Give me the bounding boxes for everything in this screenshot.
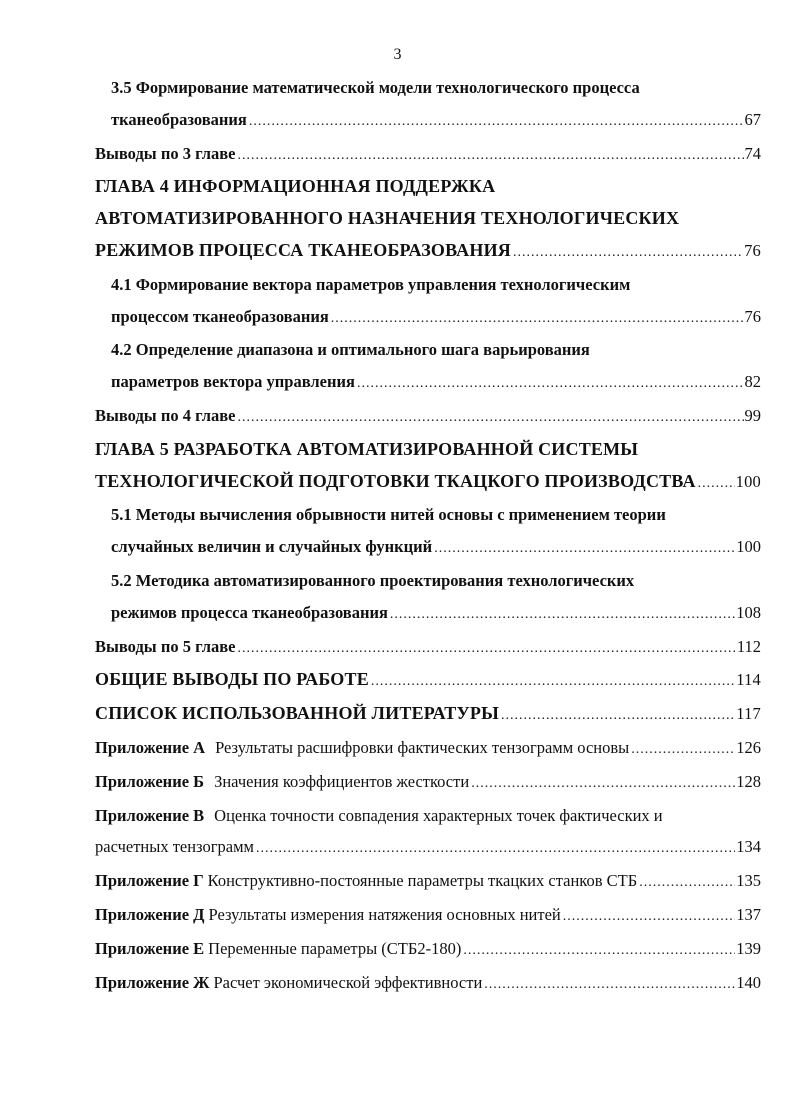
page-ref: 126 [736, 737, 761, 757]
toc-chapter-4-line2: АВТОМАТИЗИРОВАННОГО НАЗНАЧЕНИЯ ТЕХНОЛОГИЧЕСКИХ [95, 208, 680, 229]
toc-appendix-e: Приложение Е Переменные параметры (СТБ2-180) ..... 139 [95, 933, 761, 967]
leader-dots [237, 140, 743, 172]
toc-entry-4-2-line1: 4.2 Определение диапазона и оптимального шага варьирования [111, 340, 590, 360]
toc-appendix-b: Приложение Б Значения коэффициентов жесткости ..... 128 [95, 766, 761, 800]
toc-chapter-4: РЕЖИМОВ ПРОЦЕССА ТКАНЕОБРАЗОВАНИЯ ..... 76 [95, 235, 761, 269]
leader-dots [256, 833, 735, 865]
toc-chapter-5-line1: ГЛАВА 5 РАЗРАБОТКА АВТОМАТИЗИРОВАННОЙ СИСТЕМЫ [95, 438, 639, 459]
leader-dots [563, 901, 736, 933]
toc-appendix-zh: Приложение Ж Расчет экономической эффективности ..... 140 [95, 967, 761, 1001]
page-ref: 112 [736, 636, 761, 656]
leader-dots [471, 768, 735, 800]
leader-dots [513, 237, 743, 269]
page-ref: 114 [736, 670, 761, 690]
page-ref: 137 [736, 904, 761, 924]
page-ref: 139 [736, 938, 761, 958]
leader-dots [698, 468, 735, 500]
leader-dots [501, 700, 735, 732]
page-ref: 108 [736, 602, 761, 622]
leader-dots [357, 368, 744, 400]
toc-entry-conclusions-3: Выводы по 3 главе ..... 74 [95, 138, 761, 172]
toc-appendix-v-line1: Приложение В Оценка точности совпадения характерных точек фактических и [95, 805, 663, 825]
leader-dots [371, 666, 735, 698]
toc-general-conclusions: ОБЩИЕ ВЫВОДЫ ПО РАБОТЕ ..... 114 [95, 664, 761, 698]
page-ref: 134 [736, 837, 761, 857]
page-ref: 100 [736, 537, 761, 557]
leader-dots [390, 599, 735, 631]
leader-dots [639, 867, 735, 899]
table-of-contents [95, 72, 761, 1000]
toc-appendix-v: расчетных тензограмм ..... 134 [95, 831, 761, 865]
page-ref: 82 [744, 372, 761, 392]
page-ref: 140 [736, 972, 761, 992]
leader-dots [237, 633, 735, 665]
toc-appendix-a: Приложение А Результаты расшифровки фактических тензограмм основы ..... 126 [95, 732, 761, 766]
toc-entry-3-5-line1: 3.5 Формирование математической модели технологического процесса [111, 78, 640, 97]
leader-dots [237, 402, 743, 434]
page-ref: 117 [736, 704, 761, 724]
toc-entry-5-2: режимов процесса тканеобразования ..... 108 [95, 597, 761, 631]
leader-dots [331, 303, 744, 335]
page-ref: 67 [744, 109, 761, 129]
leader-dots [463, 935, 735, 967]
page-ref: 99 [744, 405, 761, 425]
page-ref: 74 [744, 143, 761, 163]
leader-dots [434, 533, 735, 565]
toc-appendix-g: Приложение Г Конструктивно-постоянные параметры ткацких станков СТБ ..... 135 [95, 865, 761, 899]
page-ref: 76 [744, 306, 761, 326]
toc-entry-4-1-line1: 4.1 Формирование вектора параметров управления технологическим [111, 274, 631, 294]
toc-chapter-4-line1: ГЛАВА 4 ИНФОРМАЦИОННАЯ ПОДДЕРЖКА [95, 176, 496, 197]
leader-dots [631, 734, 735, 766]
page-ref: 100 [735, 471, 761, 491]
leader-dots [249, 106, 744, 138]
toc-entry-4-1: процессом тканеобразования ..... 76 [95, 301, 761, 335]
toc-entry-5-2-line1: 5.2 Методика автоматизированного проектирования технологических [111, 570, 635, 590]
toc-entry-conclusions-4: Выводы по 4 главе ..... 99 [95, 400, 761, 434]
toc-chapter-5: ТЕХНОЛОГИЧЕСКОЙ ПОДГОТОВКИ ТКАЦКОГО ПРОИЗВОДСТВА ..... 100 [95, 466, 761, 500]
page-ref: 76 [744, 240, 761, 260]
toc-entry-5-1: случайных величин и случайных функций ..... 100 [95, 531, 761, 565]
page-ref: 135 [736, 871, 761, 891]
toc-entry-conclusions-5: Выводы по 5 главе ..... 112 [95, 631, 761, 665]
page-ref: 128 [736, 771, 761, 791]
toc-references: СПИСОК ИСПОЛЬЗОВАННОЙ ЛИТЕРАТУРЫ ..... 117 [95, 698, 761, 732]
toc-entry-4-2: параметров вектора управления ..... 82 [95, 366, 761, 400]
leader-dots [484, 969, 735, 1001]
toc-entry-3-5: тканеобразования ..... 67 [95, 104, 761, 138]
toc-entry-5-1-line1: 5.1 Методы вычисления обрывности нитей основы с применением теории [111, 505, 666, 525]
page-number: 3 [393, 46, 402, 63]
toc-appendix-d: Приложение Д Результаты измерения натяжения основных нитей ..... 137 [95, 899, 761, 933]
